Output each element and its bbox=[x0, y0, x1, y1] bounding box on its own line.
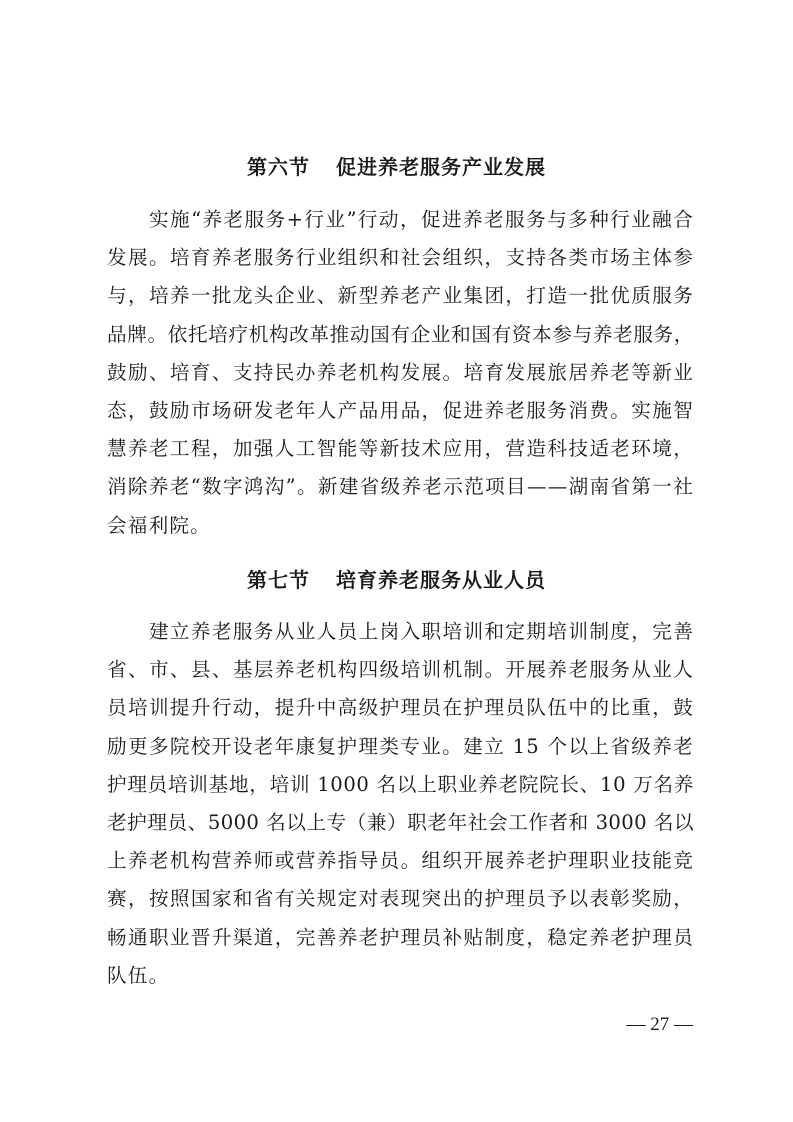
paragraph-line: 发展。培育养老服务行业组织和社会组织，支持各类市场主体参 bbox=[107, 246, 694, 270]
paragraph-line: 建立养老服务从业人员上岗入职培训和定期培训制度，完善 bbox=[107, 620, 694, 643]
paragraph-line: 与，培养一批龙头企业、新型养老产业集团，打造一批优质服务 bbox=[107, 284, 694, 308]
section-6-paragraph bbox=[107, 201, 694, 545]
paragraph-line: 态，鼓励市场研发老年人产品用品，促进养老服务消费。实施智 bbox=[107, 398, 694, 422]
section-7-number: 第七节 bbox=[247, 568, 310, 592]
paragraph-line: 品牌。依托培疗机构改革推动国有企业和国有资本参与养老服务， bbox=[107, 322, 694, 346]
paragraph-line: 实施“养老服务+行业”行动，促进养老服务与多种行业融合 bbox=[107, 208, 694, 231]
paragraph-line: 鼓励、培育、支持民办养老机构发展。培育发展旅居养老等新业 bbox=[107, 360, 694, 384]
paragraph-line: 护理员培训基地，培训 1000 名以上职业养老院院长、10 万名养 bbox=[107, 772, 694, 796]
paragraph-line: 上养老机构营养师或营养指导员。组织开展养老护理职业技能竞 bbox=[107, 849, 694, 873]
paragraph-line: 员培训提升行动，提升中高级护理员在护理员队伍中的比重，鼓 bbox=[107, 696, 694, 720]
paragraph-line: 消除养老“数字鸿沟”。新建省级养老示范项目——湖南省第一社 bbox=[107, 475, 694, 499]
paragraph-line: 慧养老工程，加强人工智能等新技术应用，营造科技适老环境， bbox=[107, 437, 694, 461]
paragraph-line: 畅通职业晋升渠道，完善养老护理员补贴制度，稳定养老护理员 bbox=[107, 925, 694, 949]
section-7-heading bbox=[0, 564, 793, 593]
section-7-paragraph bbox=[107, 613, 694, 995]
paragraph-line: 队伍。 bbox=[107, 963, 170, 987]
section-6-title: 促进养老服务产业发展 bbox=[336, 155, 546, 179]
paragraph-line: 会福利院。 bbox=[107, 513, 211, 537]
paragraph-line: 赛，按照国家和省有关规定对表现突出的护理员予以表彰奖励， bbox=[107, 887, 694, 911]
section-7-title: 培育养老服务从业人员 bbox=[336, 568, 546, 592]
page-number: — 27 — bbox=[626, 1014, 693, 1035]
section-6-number: 第六节 bbox=[247, 155, 310, 179]
paragraph-line: 省、市、县、基层养老机构四级培训机制。开展养老服务从业人 bbox=[107, 658, 694, 682]
paragraph-line: 老护理员、5000 名以上专（兼）职老年社会工作者和 3000 名以 bbox=[107, 810, 694, 834]
paragraph-line: 励更多院校开设老年康复护理类专业。建立 15 个以上省级养老 bbox=[107, 734, 694, 758]
section-6-heading bbox=[0, 151, 793, 180]
